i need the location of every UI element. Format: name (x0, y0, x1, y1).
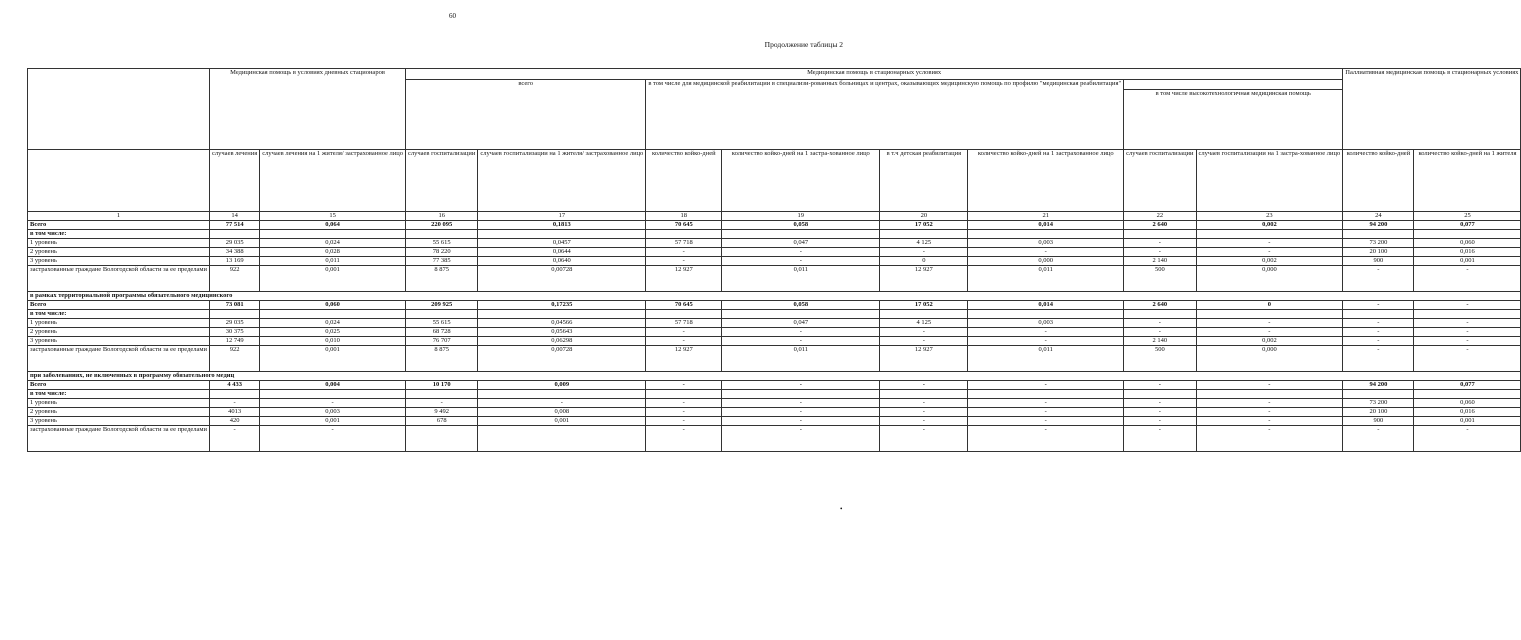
table-cell: 94 200 (1343, 381, 1414, 390)
table-cell (722, 310, 880, 319)
table-cell: - (406, 399, 478, 408)
table-cell: - (478, 399, 646, 408)
table-cell: - (260, 399, 406, 408)
table-cell: - (646, 381, 722, 390)
row-label: 1 уровень (28, 319, 210, 328)
table-cell: - (968, 328, 1124, 337)
col-header: количество койко-дней (1343, 150, 1414, 212)
header-blank-2 (28, 150, 210, 212)
table-cell: 29 035 (210, 239, 260, 248)
table-cell: 57 718 (646, 239, 722, 248)
table-cell: 0,064 (260, 221, 406, 230)
table-cell: - (1343, 266, 1414, 292)
table-cell: 70 645 (646, 301, 722, 310)
table-cell: 0,1813 (478, 221, 646, 230)
table-cell: 12 927 (646, 266, 722, 292)
table-cell: 77 385 (406, 257, 478, 266)
table-cell (1343, 390, 1414, 399)
table-cell: 0,06298 (478, 337, 646, 346)
table-cell: - (880, 426, 968, 452)
table-cell: - (1124, 408, 1196, 417)
table-cell: 900 (1343, 257, 1414, 266)
table-cell (968, 230, 1124, 239)
table-cell: 12 749 (210, 337, 260, 346)
table-cell: 0,077 (1414, 221, 1521, 230)
table-cell: - (646, 257, 722, 266)
table-cell: 678 (406, 417, 478, 426)
table-cell: - (880, 248, 968, 257)
table-cell: - (1196, 408, 1343, 417)
table-cell: 900 (1343, 417, 1414, 426)
table-cell: - (646, 328, 722, 337)
table-cell: 0,060 (260, 301, 406, 310)
table-cell: - (646, 337, 722, 346)
table-cell: 0,003 (968, 239, 1124, 248)
table-cell (1343, 230, 1414, 239)
row-label: 3 уровень (28, 417, 210, 426)
col-header: случаев госпитализации на 1 жителя/ застрахованное лицо (478, 150, 646, 212)
table-cell (406, 426, 478, 452)
table-cell: 73 200 (1343, 239, 1414, 248)
table-cell (1414, 230, 1521, 239)
table-cell (722, 230, 880, 239)
table-row (28, 257, 1521, 266)
table-cell: - (968, 399, 1124, 408)
table-cell: - (646, 417, 722, 426)
col-header: случаев госпитализации на 1 застра-хованное лицо (1196, 150, 1343, 212)
table-cell (1124, 230, 1196, 239)
col-number: 19 (722, 212, 880, 221)
table-cell: 12 927 (880, 346, 968, 372)
table-cell (478, 390, 646, 399)
table-cell: 2 640 (1124, 301, 1196, 310)
row-label: 1 уровень (28, 399, 210, 408)
col-header: случаев лечения (210, 150, 260, 212)
table-cell: - (880, 328, 968, 337)
table-cell: 0,011 (968, 266, 1124, 292)
table-cell: 20 100 (1343, 408, 1414, 417)
table-cell: 0,003 (968, 319, 1124, 328)
table-cell: 500 (1124, 346, 1196, 372)
table-cell: 4 433 (210, 381, 260, 390)
table-cell (646, 310, 722, 319)
table-cell: - (722, 248, 880, 257)
table-row (28, 390, 1521, 399)
col-header: количество койко-дней (646, 150, 722, 212)
table-cell: - (1124, 319, 1196, 328)
table-cell (1196, 310, 1343, 319)
table-cell (478, 310, 646, 319)
table-cell (968, 390, 1124, 399)
table-cell: 9 492 (406, 408, 478, 417)
table-cell: - (880, 381, 968, 390)
col-number: 25 (1414, 212, 1521, 221)
header-palliative: Паллиативная медицинская помощь в стационарных условиях (1343, 69, 1521, 150)
table-cell: 0,058 (722, 221, 880, 230)
table-cell: - (968, 417, 1124, 426)
table-cell: - (968, 337, 1124, 346)
table-cell: 0,011 (260, 257, 406, 266)
table-cell: 0,077 (1414, 381, 1521, 390)
table-row (28, 310, 1521, 319)
row-label: в том числе: (28, 230, 210, 239)
table-row (28, 319, 1521, 328)
row-label: Всего (28, 221, 210, 230)
table-row (28, 417, 1521, 426)
table-cell: 0,016 (1414, 248, 1521, 257)
table-cell: - (722, 381, 880, 390)
table-cell: 0,000 (1196, 266, 1343, 292)
table-cell: - (646, 408, 722, 417)
table-cell: 0,004 (260, 381, 406, 390)
table-cell: - (1343, 346, 1414, 372)
header-total: всего (406, 80, 646, 150)
table-cell: 0,05643 (478, 328, 646, 337)
table-cell: 0,010 (260, 337, 406, 346)
table-cell: 78 220 (406, 248, 478, 257)
table-cell (880, 390, 968, 399)
table-cell: 34 388 (210, 248, 260, 257)
table-cell (210, 230, 260, 239)
page-number: 60 (449, 12, 456, 20)
table-header (28, 69, 1521, 221)
table-cell: 68 728 (406, 328, 478, 337)
row-label: 2 уровень (28, 328, 210, 337)
data-table (27, 68, 1521, 452)
col-number: 15 (260, 212, 406, 221)
table-cell: 0,009 (478, 381, 646, 390)
table-cell (880, 230, 968, 239)
row-label: 1 уровень (28, 239, 210, 248)
table-cell: 0,025 (260, 328, 406, 337)
table-cell: 0,002 (1196, 257, 1343, 266)
col-number: 20 (880, 212, 968, 221)
table-cell: 0,0644 (478, 248, 646, 257)
row-label: Всего (28, 381, 210, 390)
table-cell: 73 200 (1343, 399, 1414, 408)
table-cell: - (880, 337, 968, 346)
col-header: случаев госпитализации (1124, 150, 1196, 212)
table-cell: - (210, 426, 260, 452)
table-row (28, 399, 1521, 408)
table-cell: - (1343, 426, 1414, 452)
table-cell: 0,011 (968, 346, 1124, 372)
table-cell: - (1196, 399, 1343, 408)
table-cell: 0,000 (968, 257, 1124, 266)
row-label: в том числе: (28, 310, 210, 319)
table-cell (478, 230, 646, 239)
col-number: 21 (968, 212, 1124, 221)
table-cell: 0,028 (260, 248, 406, 257)
table-cell: - (210, 399, 260, 408)
section-oms (28, 292, 1521, 372)
table-cell: - (1124, 417, 1196, 426)
table-cell (1124, 390, 1196, 399)
section-all (28, 221, 1521, 292)
page-mark: • (840, 505, 843, 513)
table-cell: - (1414, 426, 1521, 452)
col-number: 22 (1124, 212, 1196, 221)
table-cell: - (968, 408, 1124, 417)
table-row (28, 346, 1521, 372)
table-cell: 0,001 (1414, 417, 1521, 426)
row-label: Всего (28, 301, 210, 310)
header-day-hospital: Медицинская помощь в условиях дневных стационаров (210, 69, 406, 150)
table-cell: 0,001 (260, 346, 406, 372)
table-cell: - (1196, 319, 1343, 328)
table-cell: - (722, 408, 880, 417)
table-cell: 0,003 (260, 408, 406, 417)
header-inpatient: Медицинская помощь в стационарных условиях (406, 69, 1343, 80)
table-cell: 29 035 (210, 319, 260, 328)
table-cell: - (880, 399, 968, 408)
table-cell: 0 (1196, 301, 1343, 310)
col-number: 14 (210, 212, 260, 221)
table-cell: - (1124, 399, 1196, 408)
table-cell: - (1414, 328, 1521, 337)
table-cell: - (722, 399, 880, 408)
table-cell: 0,001 (1414, 257, 1521, 266)
table-cell: 0,17235 (478, 301, 646, 310)
table-cell: - (260, 426, 406, 452)
table-cell: 20 100 (1343, 248, 1414, 257)
table-cell: 0,008 (478, 408, 646, 417)
table-cell: 0,04566 (478, 319, 646, 328)
table-cell: - (1196, 328, 1343, 337)
table-cell (210, 310, 260, 319)
table-cell (406, 230, 478, 239)
table-cell: 420 (210, 417, 260, 426)
row-label: 3 уровень (28, 257, 210, 266)
table-cell: 0,024 (260, 319, 406, 328)
table-cell: 0,00728 (478, 346, 646, 372)
table-cell: 4 125 (880, 319, 968, 328)
table-cell (260, 230, 406, 239)
col-number: 24 (1343, 212, 1414, 221)
table-cell: 0 (880, 257, 968, 266)
table-cell: 0,001 (260, 417, 406, 426)
table-cell: 0,0640 (478, 257, 646, 266)
row-label: 3 уровень (28, 337, 210, 346)
table-cell: - (646, 426, 722, 452)
row-label: застрахованные граждане Вологодской области за ее пределами (28, 426, 210, 452)
table-cell: 8 875 (406, 266, 478, 292)
col-number: 18 (646, 212, 722, 221)
table-cell: 4 125 (880, 239, 968, 248)
table-cell: 220 095 (406, 221, 478, 230)
table-cell: 76 707 (406, 337, 478, 346)
table-cell: 30 375 (210, 328, 260, 337)
table-cell (478, 426, 646, 452)
table-cell: - (722, 257, 880, 266)
table-cell: - (968, 248, 1124, 257)
table-cell: - (1196, 417, 1343, 426)
col-number: 17 (478, 212, 646, 221)
col-number: 23 (1196, 212, 1343, 221)
table-cell: - (880, 417, 968, 426)
col-header: количество койко-дней на 1 застрахованное лицо (968, 150, 1124, 212)
table-cell: - (1414, 346, 1521, 372)
row-label: 2 уровень (28, 408, 210, 417)
table-row (28, 230, 1521, 239)
table-cell (646, 230, 722, 239)
row-label: в том числе: (28, 390, 210, 399)
table-cell: - (968, 381, 1124, 390)
table-row (28, 239, 1521, 248)
col-header: количество койко-дней на 1 застра-хованное лицо (722, 150, 880, 212)
table-cell: 55 615 (406, 319, 478, 328)
table-cell (406, 390, 478, 399)
table-cell: - (722, 426, 880, 452)
table-cell: - (646, 399, 722, 408)
header-high-tech: в том числе высокотехнологичная медицинская помощь (1124, 90, 1343, 150)
table-cell (968, 310, 1124, 319)
table-cell: 73 081 (210, 301, 260, 310)
table-cell: 94 200 (1343, 221, 1414, 230)
table-cell (406, 310, 478, 319)
table-cell (260, 310, 406, 319)
table-row (28, 301, 1521, 310)
table-cell (1414, 310, 1521, 319)
table-cell: 500 (1124, 266, 1196, 292)
table-cell: 209 925 (406, 301, 478, 310)
header-rehabilitation: в том числе для медицинской реабилитации в специализи-рованных больницах и центрах, оказывающих медицинскую помощь по профилю "медицинская реабилитация" (646, 80, 1124, 150)
header-blank (28, 69, 210, 150)
table-cell (1124, 310, 1196, 319)
table-cell: 0,001 (260, 266, 406, 292)
table-cell: 13 169 (210, 257, 260, 266)
table-cell: 0,000 (1196, 346, 1343, 372)
table-cell: - (1343, 319, 1414, 328)
table-caption: Продолжение таблицы 2 (764, 40, 843, 49)
table-cell: - (1124, 239, 1196, 248)
table-row (28, 266, 1521, 292)
table-cell: 0,060 (1414, 399, 1521, 408)
table-cell: 0,014 (968, 221, 1124, 230)
table-cell: - (1414, 301, 1521, 310)
table-cell: 17 052 (880, 301, 968, 310)
table-cell: 0,011 (722, 266, 880, 292)
table-row (28, 337, 1521, 346)
table-cell: - (722, 417, 880, 426)
table-cell (1343, 310, 1414, 319)
table-row (28, 381, 1521, 390)
table-cell: 4013 (210, 408, 260, 417)
table-cell: - (1414, 319, 1521, 328)
table-cell: - (722, 328, 880, 337)
section-title: при заболеваниях, не включенных в программу обязательного медиц (28, 372, 1521, 381)
table-cell: 2 640 (1124, 221, 1196, 230)
table-cell: 0,0457 (478, 239, 646, 248)
table-cell (1414, 390, 1521, 399)
table-cell: 2 140 (1124, 257, 1196, 266)
table-cell (1196, 390, 1343, 399)
row-label: застрахованные граждане Вологодской области за ее пределами (28, 266, 210, 292)
col-header: в т.ч детская реабилитация (880, 150, 968, 212)
section-non-oms (28, 372, 1521, 452)
table-cell: 12 927 (646, 346, 722, 372)
table-cell: - (1124, 248, 1196, 257)
table-cell: 922 (210, 346, 260, 372)
table-row (28, 248, 1521, 257)
table-cell (1196, 230, 1343, 239)
table-cell: - (1196, 248, 1343, 257)
table-cell (722, 390, 880, 399)
table-cell: 0,002 (1196, 221, 1343, 230)
table-cell: 70 645 (646, 221, 722, 230)
table-cell (260, 390, 406, 399)
table-cell: - (1124, 328, 1196, 337)
table-cell: 0,002 (1196, 337, 1343, 346)
table-cell: - (1124, 381, 1196, 390)
table-cell: 2 140 (1124, 337, 1196, 346)
table-cell: 0,00728 (478, 266, 646, 292)
table-cell (646, 390, 722, 399)
table-cell: 0,016 (1414, 408, 1521, 417)
table-row (28, 328, 1521, 337)
table-cell: - (880, 408, 968, 417)
table-cell: 0,011 (722, 346, 880, 372)
table-cell: 0,014 (968, 301, 1124, 310)
col-number: 16 (406, 212, 478, 221)
table-row (28, 426, 1521, 452)
table-cell: 77 514 (210, 221, 260, 230)
table-cell: - (1343, 337, 1414, 346)
header-blank-vmp-top (1124, 80, 1343, 90)
table-cell: - (1343, 301, 1414, 310)
table-cell: - (646, 248, 722, 257)
col-header: случаев лечения на 1 жителя/ застрахованное лицо (260, 150, 406, 212)
table-cell: - (1414, 266, 1521, 292)
table-cell: 922 (210, 266, 260, 292)
table-cell: 17 052 (880, 221, 968, 230)
table-cell: 8 875 (406, 346, 478, 372)
table-row (28, 408, 1521, 417)
table-cell: 0,047 (722, 319, 880, 328)
table-cell: - (1196, 426, 1343, 452)
table-cell: 0,024 (260, 239, 406, 248)
table-cell: - (1196, 381, 1343, 390)
table-cell: - (1414, 337, 1521, 346)
col-header: случаев госпитализации (406, 150, 478, 212)
table-cell: 0,047 (722, 239, 880, 248)
table-cell (210, 390, 260, 399)
table-cell: 55 615 (406, 239, 478, 248)
row-label: 2 уровень (28, 248, 210, 257)
section-title: в рамках территориальной программы обязательного медицинского (28, 292, 1521, 301)
table-cell: 10 170 (406, 381, 478, 390)
table-cell: 57 718 (646, 319, 722, 328)
table-cell: 0,058 (722, 301, 880, 310)
table-cell: 0,060 (1414, 239, 1521, 248)
table-cell (880, 310, 968, 319)
table-row (28, 221, 1521, 230)
table-cell: 0,001 (478, 417, 646, 426)
table-cell: - (1343, 328, 1414, 337)
table-cell: - (968, 426, 1124, 452)
col-header: количество койко-дней на 1 жителя (1414, 150, 1521, 212)
table-cell: 12 927 (880, 266, 968, 292)
table-cell: - (1196, 239, 1343, 248)
table-cell: - (1124, 426, 1196, 452)
table-cell: - (722, 337, 880, 346)
col-number: 1 (28, 212, 210, 221)
row-label: застрахованные граждане Вологодской области за ее пределами (28, 346, 210, 372)
